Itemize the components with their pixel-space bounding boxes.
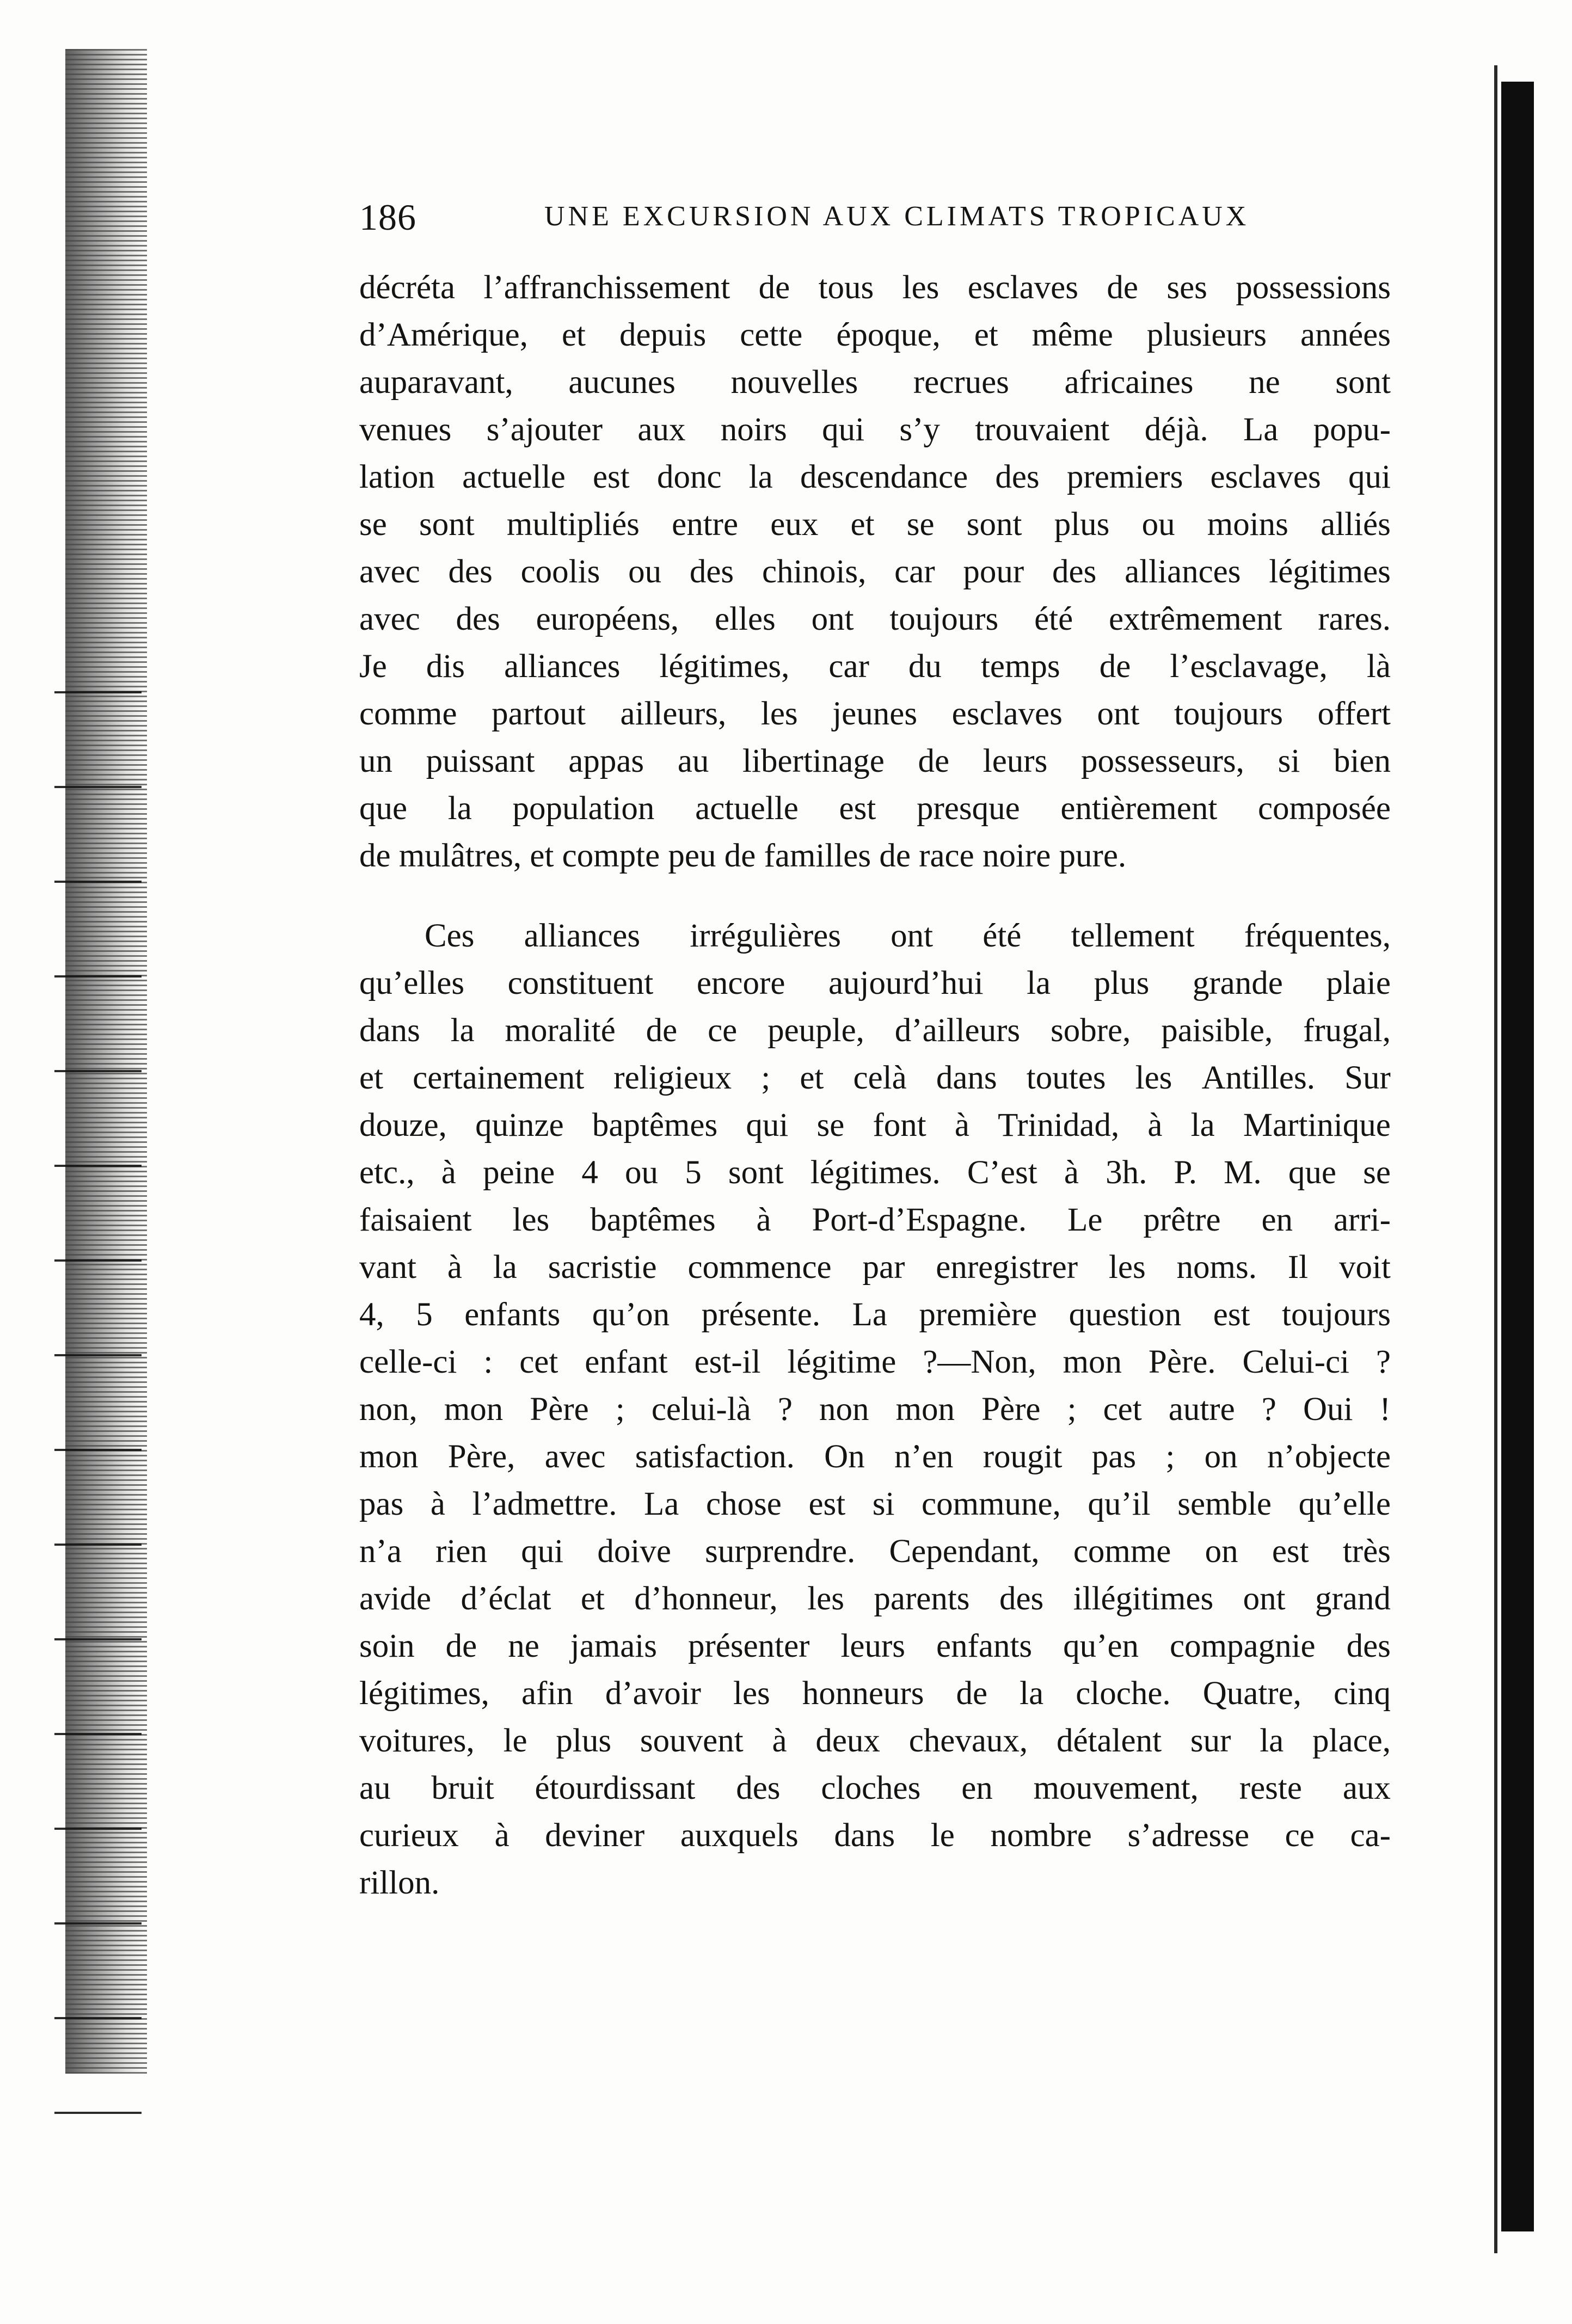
text-line: Je dis alliances légitimes, car du temps de l’esclavage, là <box>359 648 1391 685</box>
paragraph <box>359 264 1391 880</box>
running-title: UNE EXCURSION AUX CLIMATS TROPICAUX <box>544 201 1250 232</box>
text-line: légitimes, afin d’avoir les honneurs de la cloche. Quatre, cinq <box>359 1675 1391 1712</box>
page-edge-line <box>1494 65 1497 2253</box>
binding-marks <box>54 599 142 2123</box>
text-line: comme partout ailleurs, les jeunes esclaves ont toujours offert <box>359 696 1391 732</box>
text-line: de mulâtres, et compte peu de familles de race noire pure. <box>359 838 1127 874</box>
text-line: venues s’ajouter aux noirs qui s’y trouvaient déjà. La popu- <box>359 411 1391 448</box>
text-line: se sont multipliés entre eux et se sont plus ou moins alliés <box>359 506 1391 543</box>
text-line: d’Amérique, et depuis cette époque, et même plusieurs années <box>359 317 1391 353</box>
text-line: un puissant appas au libertinage de leurs possesseurs, si bien <box>359 743 1391 779</box>
text-line: n’a rien qui doive surprendre. Cependant, comme on est très <box>359 1533 1391 1570</box>
text-line: douze, quinze baptêmes qui se font à Trinidad, à la Martinique <box>359 1107 1391 1143</box>
text-line: pas à l’admettre. La chose est si commune, qu’il semble qu’elle <box>359 1486 1391 1522</box>
text-line: vant à la sacristie commence par enregistrer les noms. Il voit <box>359 1249 1391 1286</box>
running-header <box>359 196 1252 245</box>
text-line: avide d’éclat et d’honneur, les parents des illégitimes ont grand <box>359 1581 1391 1617</box>
text-line: mon Père, avec satisfaction. On n’en rougit pas ; on n’objecte <box>359 1438 1391 1475</box>
text-line: celle-ci : cet enfant est-il légitime ?—Non, mon Père. Celui-ci ? <box>359 1344 1391 1380</box>
body-text <box>359 264 1391 1907</box>
text-line: lation actuelle est donc la descendance des premiers esclaves qui <box>359 459 1391 495</box>
paragraph <box>359 912 1391 1907</box>
text-line: avec des coolis ou des chinois, car pour des alliances légitimes <box>359 554 1391 590</box>
text-line: qu’elles constituent encore aujourd’hui la plus grande plaie <box>359 965 1391 1001</box>
text-line: auparavant, aucunes nouvelles recrues africaines ne sont <box>359 364 1391 401</box>
text-line: soin de ne jamais présenter leurs enfants qu’en compagnie des <box>359 1628 1391 1664</box>
text-line: avec des européens, elles ont toujours été extrêmement rares. <box>359 601 1391 637</box>
text-line: etc., à peine 4 ou 5 sont légitimes. C’est à 3h. P. M. que se <box>359 1154 1391 1191</box>
page-number: 186 <box>359 196 416 238</box>
text-line: Ces alliances irrégulières ont été tellement fréquentes, <box>425 918 1391 954</box>
text-line: non, mon Père ; celui-là ? non mon Père ; cet autre ? Oui ! <box>359 1391 1391 1428</box>
paragraph-gap <box>359 880 1391 912</box>
scanned-right-edge <box>1501 82 1534 2231</box>
text-line: faisaient les baptêmes à Port-d’Espagne. Le prêtre en arri- <box>359 1202 1391 1238</box>
text-line: au bruit étourdissant des cloches en mouvement, reste aux <box>359 1770 1391 1806</box>
text-line: voitures, le plus souvent à deux chevaux, détalent sur la place, <box>359 1723 1391 1759</box>
text-line: curieux à deviner auxquels dans le nombre s’adresse ce ca- <box>359 1817 1391 1854</box>
text-line: 4, 5 enfants qu’on présente. La première question est toujours <box>359 1296 1391 1333</box>
text-line: que la population actuelle est presque entièrement composée <box>359 790 1391 827</box>
text-line: dans la moralité de ce peuple, d’ailleurs sobre, paisible, frugal, <box>359 1012 1391 1049</box>
text-line: décréta l’affranchissement de tous les esclaves de ses possessions <box>359 269 1391 306</box>
text-line: et certainement religieux ; et celà dans toutes les Antilles. Sur <box>359 1060 1391 1096</box>
text-line: rillon. <box>359 1865 440 1901</box>
